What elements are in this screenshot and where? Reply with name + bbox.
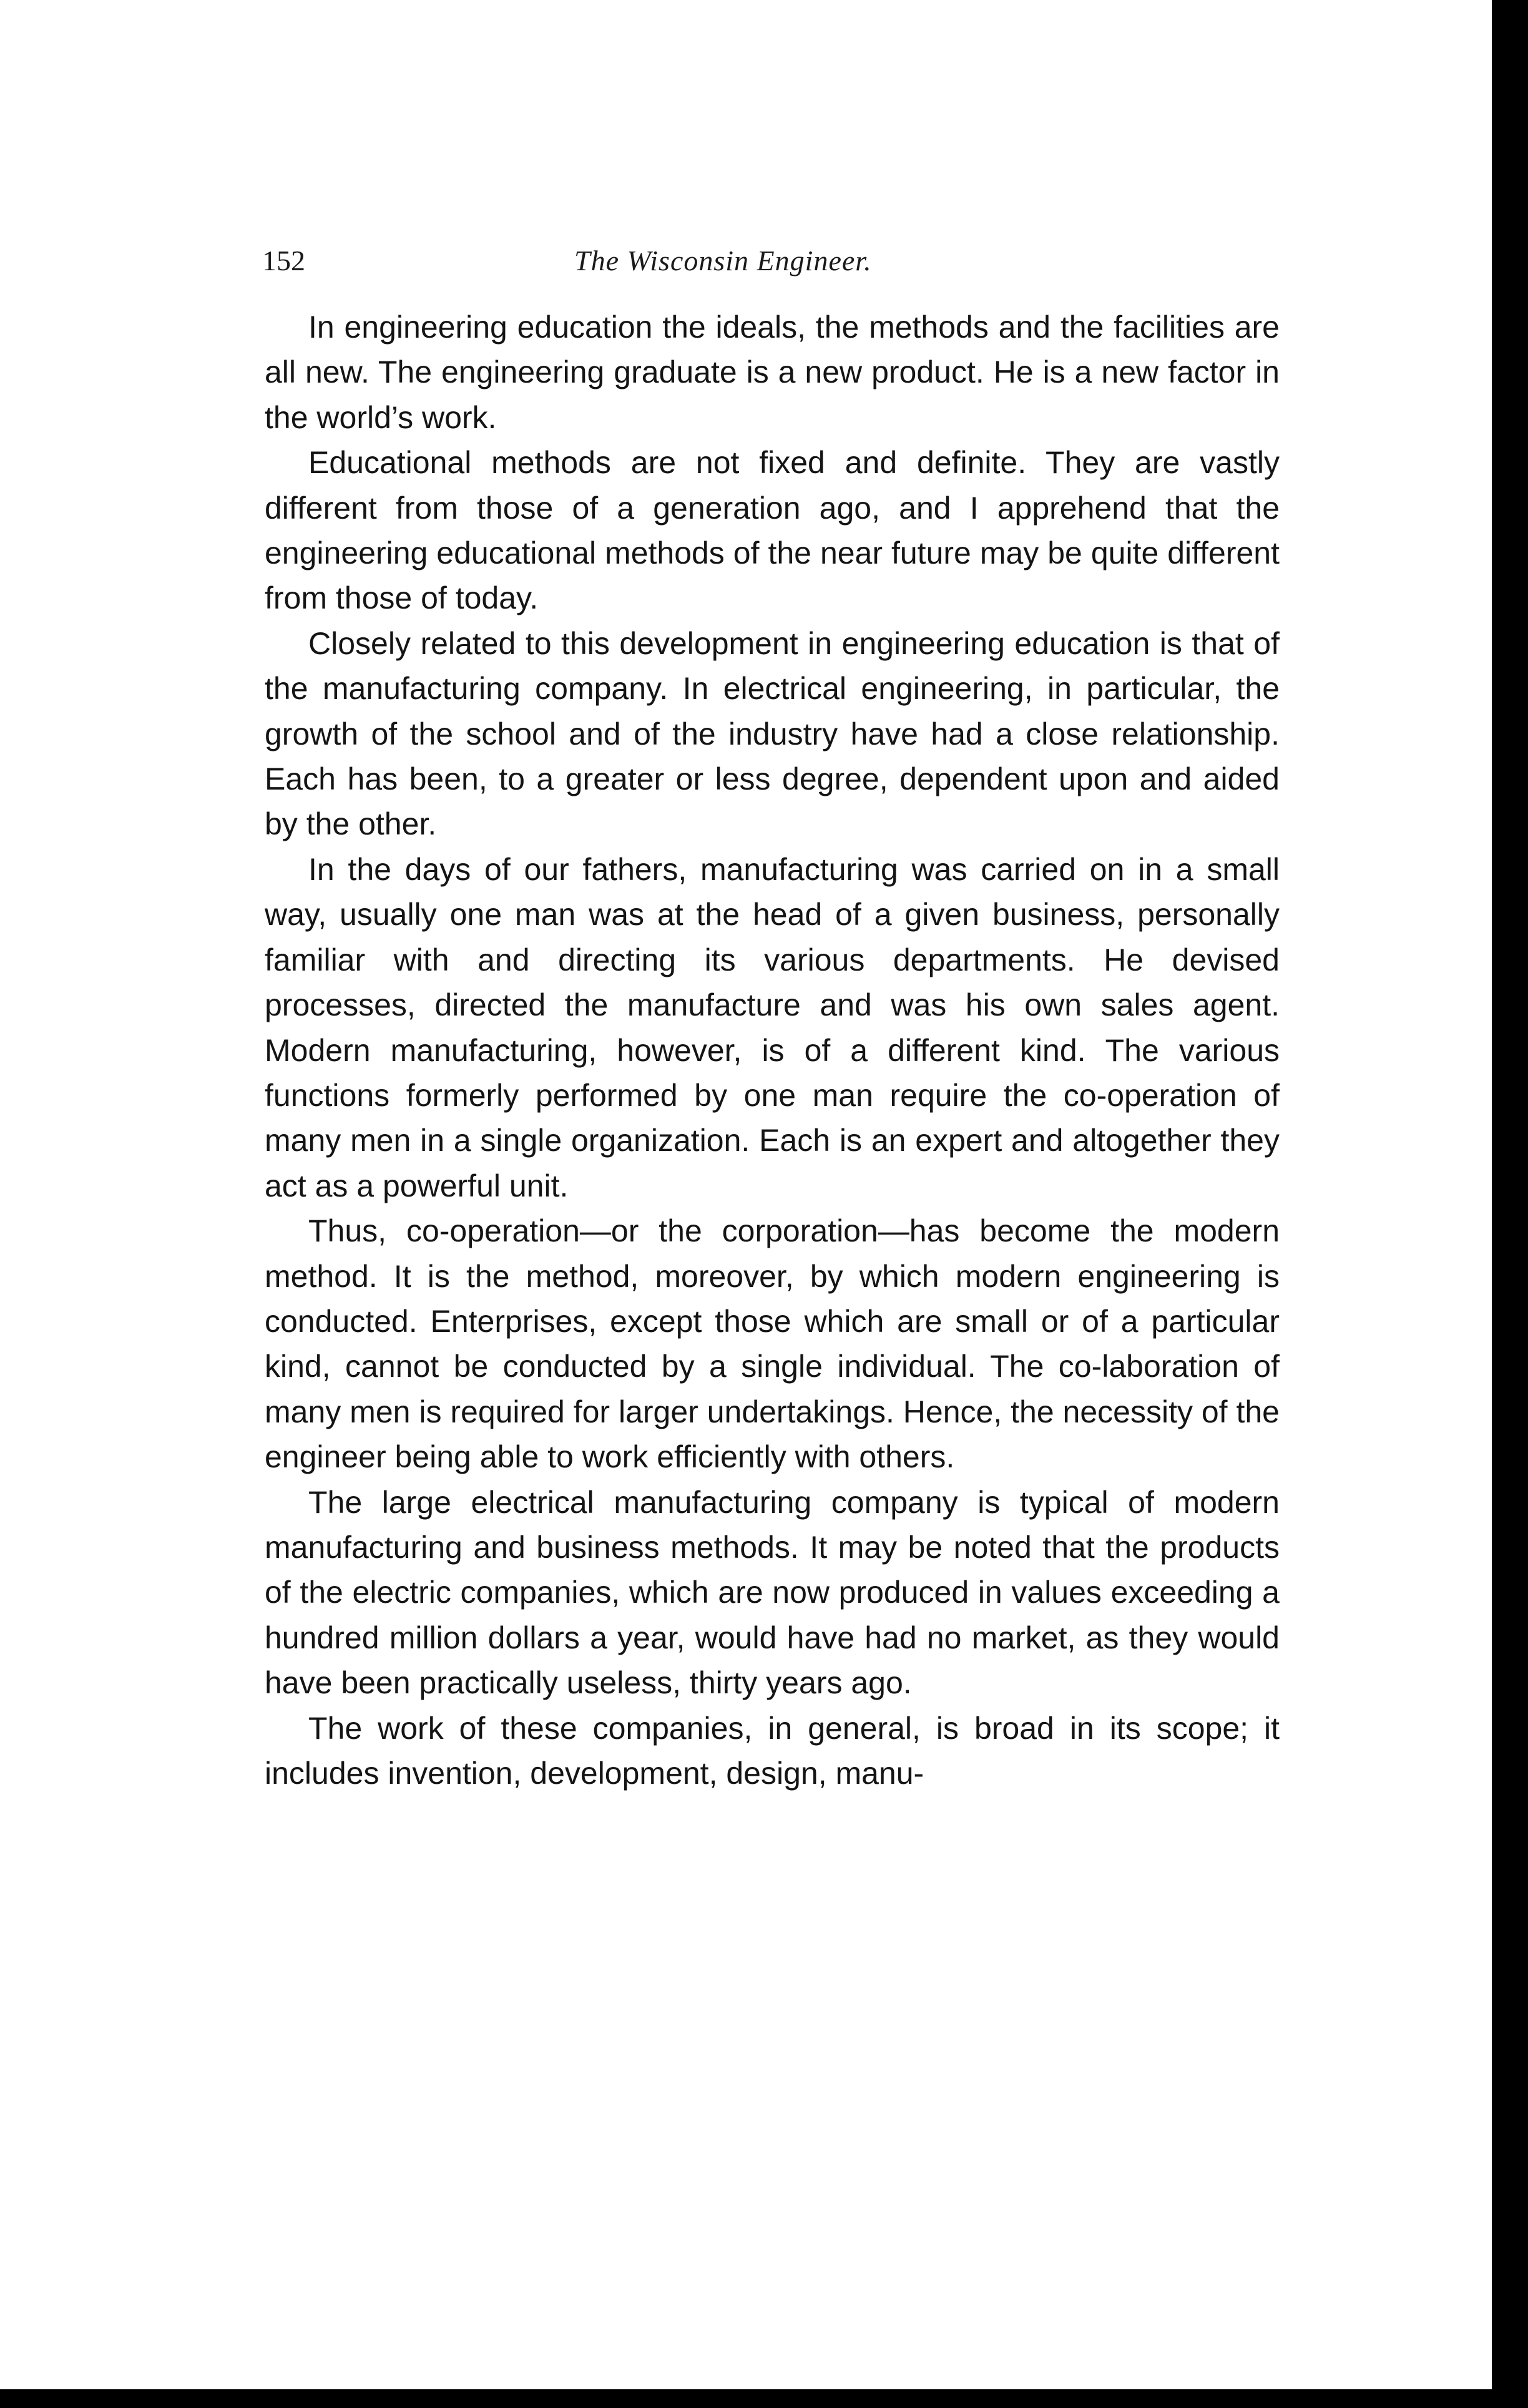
paragraph: In engineering education the ideals, the methods and the facilities are all new. The engineering graduate is a new product. He is a new factor in the world’s work. [265, 310, 1280, 435]
paragraph: Closely related to this development in engineering education is that of the manufacturing company. In electrical engineering, in particular, the growth of the school and of the industry have had a close relationship. Each has been, to a greater or less degree, dependent upon and aided by the other. [265, 625, 1280, 842]
paragraph: Educational methods are not fixed and definite. They are vastly different from those of a generation ago, and I apprehend that the engineering educational methods of the near future may be quite different from those of today. [265, 445, 1280, 616]
page-header [262, 236, 1273, 286]
running-title: The Wisconsin Engineer. [574, 245, 872, 277]
body-text [265, 305, 1280, 1796]
paragraph: Thus, co-operation—or the corporation—has become the modern method. It is the method, moreover, by which modern engineering is conducted. Enterprises, except those which are small or of a particular kind, cannot be conducted by a single individual. The co-laboration of many men is required for larger undertakings. Hence, the necessity of the engineer being able to work efficiently with others. [265, 1213, 1280, 1475]
paragraph: In the days of our fathers, manufacturing was carried on in a small way, usually one man was at the head of a given business, personally familiar with and directing its various departments. He devised processes, directed the manufacture and was his own sales agent. Modern manufacturing, however, is of a different kind. The various functions formerly performed by one man require the co-operation of many men in a single organization. Each is an expert and altogether they act as a powerful unit. [265, 851, 1280, 1203]
paragraph: The work of these companies, in general, is broad in its scope; it includes invention, development, design, manu- [265, 1710, 1280, 1791]
paragraph: The large electrical manufacturing company is typical of modern manufacturing and business methods. It may be noted that the products of the electric companies, which are now produced in values exceeding a hundred million dollars a year, would have had no market, as they would have been practically useless, thirty years ago. [265, 1484, 1280, 1701]
page-number: 152 [262, 245, 305, 277]
